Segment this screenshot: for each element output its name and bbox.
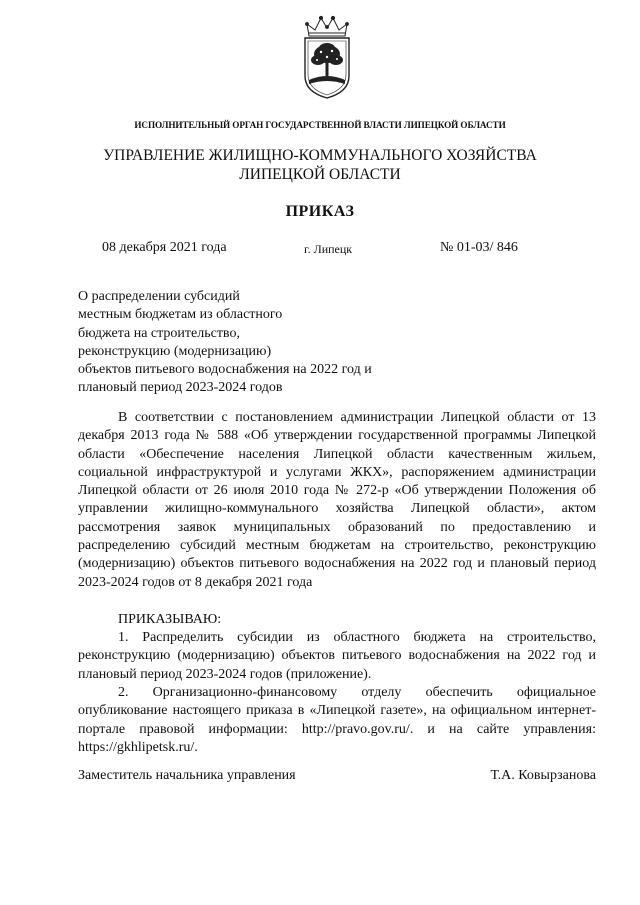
coat-of-arms-icon xyxy=(299,14,355,100)
subject-line: объектов питьевого водоснабжения на 2022 год и xyxy=(78,362,372,378)
department-line-1: УПРАВЛЕНИЕ ЖИЛИЩНО-КОММУНАЛЬНОГО ХОЗЯЙСТВА xyxy=(103,147,537,164)
order-date: 08 декабря 2021 года xyxy=(102,240,227,255)
subject-line: плановый период 2023-2024 годов xyxy=(78,380,283,396)
preamble-paragraph: В соответствии с постановлением администрации Липецкой области от 13 декабря 2013 года № 588 «Об утверждении государственной программы Липецкой области «Обеспечение населения Липецкой области качественным жильем, социальной инфраструктурой и услугами ЖКХ», распоряжением администрации Липецкой области от 26 июля 2010 года № 272-р «Об утверждении Положения об управлении жилищно-коммунального хозяйства Липецкой области», актом рассмотрения заявок муниципальных образований по предоставлению и распределению субсидий местным бюджетам на строительство, реконструкцию (модернизацию) объектов питьевого водоснабжения на 2022 год и плановый период 2023-2024 годов от 8 декабря 2021 года xyxy=(78,410,596,590)
subject-line: О распределении субсидий xyxy=(78,289,240,304)
department-line-2: ЛИПЕЦКОЙ ОБЛАСТИ xyxy=(239,166,401,183)
order-subject xyxy=(78,288,418,398)
issuing-authority: ИСПОЛНИТЕЛЬНЫЙ ОРГАН ГОСУДАРСТВЕННОЙ ВЛАСТИ ЛИПЕЦКОЙ ОБЛАСТИ xyxy=(134,120,506,130)
subject-line: местным бюджетам из областного xyxy=(78,307,283,323)
subject-line: бюджета на строительство, xyxy=(78,325,240,341)
signatory-role: Заместитель начальника управления xyxy=(78,768,296,783)
document-type: ПРИКАЗ xyxy=(285,203,355,220)
order-directive: ПРИКАЗЫВАЮ: xyxy=(118,612,222,627)
order-city: г. Липецк xyxy=(304,242,353,256)
order-item-1: 1. Распределить субсидии из областного бюджета на строительство, реконструкцию (модернизацию) объектов питьевого водоснабжения на 2022 год и плановый период 2023-2024 годов (приложение). xyxy=(78,630,596,682)
subject-line: реконструкцию (модернизацию) xyxy=(78,343,272,359)
department-name xyxy=(0,146,640,184)
order-number: № 01-03/ 846 xyxy=(440,240,518,255)
signatory-name: Т.А. Ковырзанова xyxy=(490,768,596,783)
order-item-2: 2. Организационно-финансовому отделу обеспечить официальное опубликование настоящего приказа в «Липецкой газете», на официальном интернет-портале правовой информации: http://pravo.gov.ru/. и на сайте управления: https://gkhlipetsk.ru/. xyxy=(78,685,596,755)
